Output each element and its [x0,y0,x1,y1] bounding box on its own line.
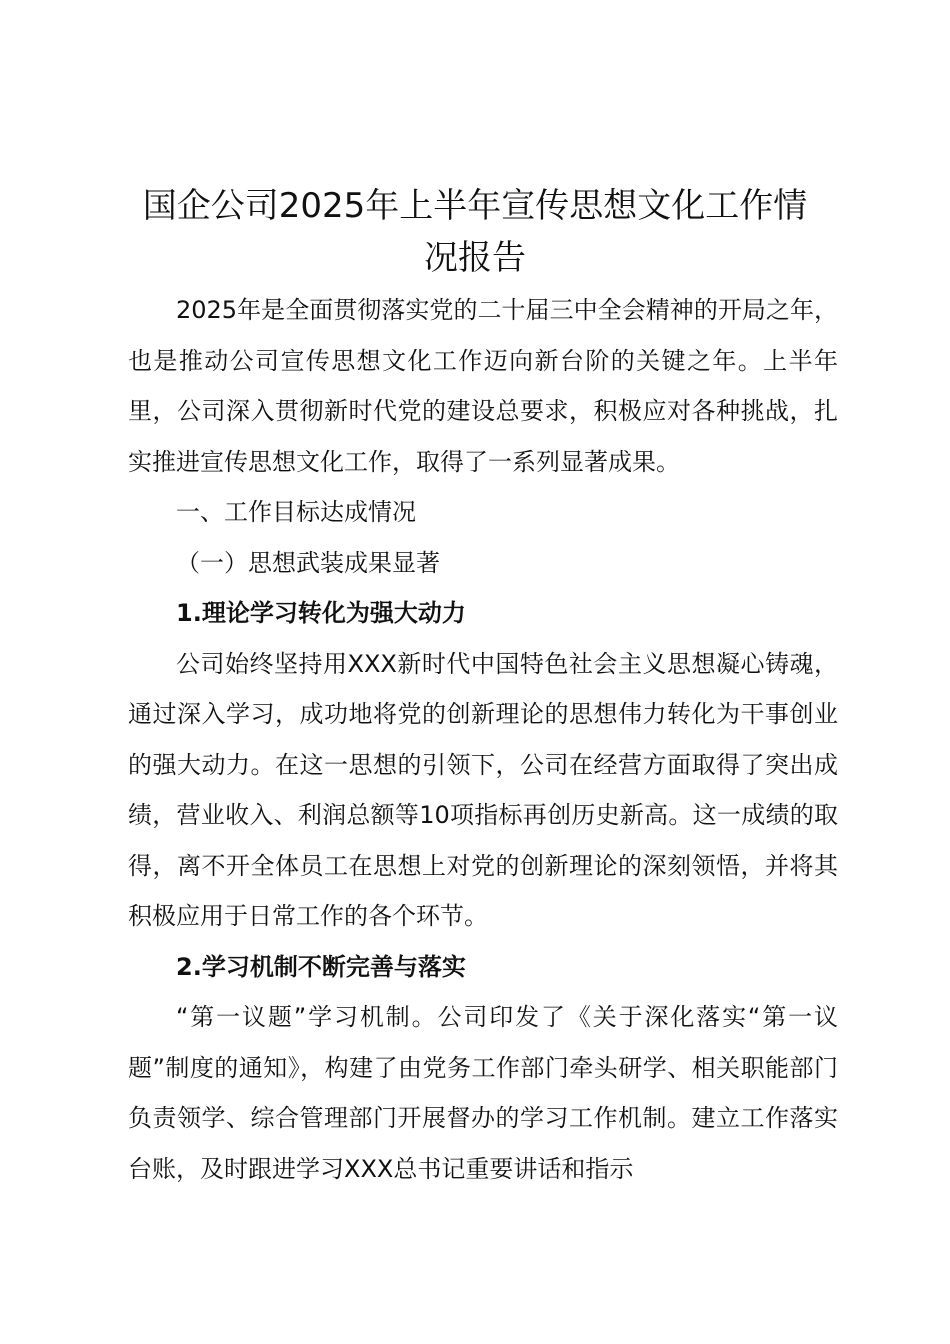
point-heading-2: 2.学习机制不断完善与落实 [176,952,466,981]
body-paragraph-1: 公司始终坚持用XXX新时代中国特色社会主义思想凝心铸魂，通过深入学习，成功地将党的创新理论的思想伟力转化为干事创业的强大动力。在这一思想的引领下，公司在经营方面取得了突出成绩，营业收入、利润总额等10项指标再创历史新高。这一成绩的取得，离不开全体员工在思想上对党的创新理论的深刻领悟，并将其积极应用于日常工作的各个环节。 [128,649,838,930]
title-line-2: 况报告 [424,238,526,278]
document-body [128,285,838,1194]
subsection-heading-1: （一）思想武装成果显著 [176,548,440,577]
title-line-1: 国企公司2025年上半年宣传思想文化工作情 [142,186,808,226]
body-paragraph-2: “第一议题”学习机制。公司印发了《关于深化落实“第一议题”制度的通知》，构建了由党务工作部门牵头研学、相关职能部门负责领学、综合管理部门开展督办的学习工作机制。建立工作落实台账，及时跟进学习XXX总书记重要讲话和指示 [128,1003,838,1183]
document-title [100,180,850,284]
section-heading-1: 一、工作目标达成情况 [176,498,416,526]
point-heading-1: 1.理论学习转化为强大动力 [176,599,466,627]
intro-paragraph: 2025年是全面贯彻落实党的二十届三中全会精神的开局之年，也是推动公司宣传思想文化工作迈向新台阶的关键之年。上半年里，公司深入贯彻新时代党的建设总要求，积极应对各种挑战，扎实推进宣传思想文化工作，取得了一系列显著成果。 [128,296,838,476]
